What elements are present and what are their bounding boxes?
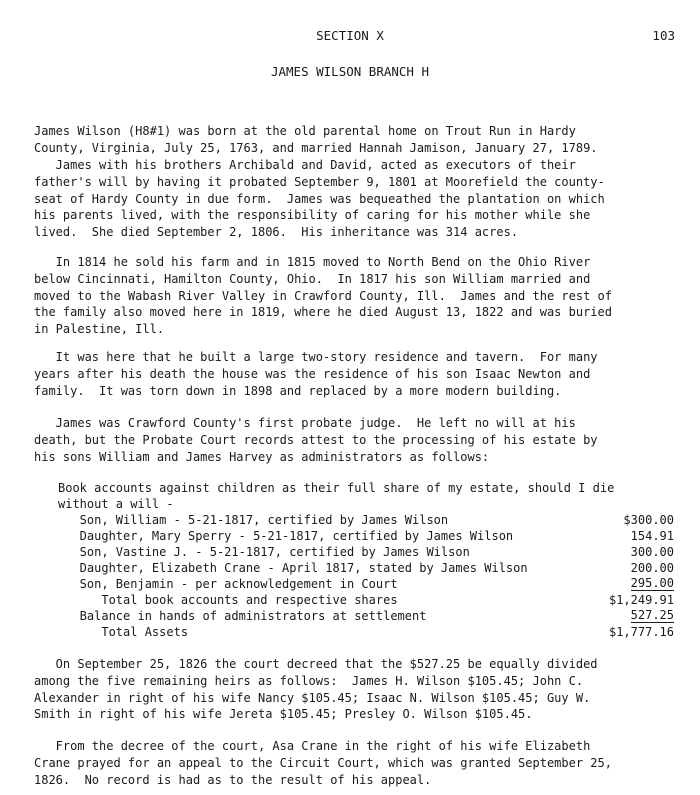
ledger-row — [58, 560, 674, 576]
ledger-row — [58, 544, 674, 560]
paragraph-birth: James Wilson (H8#1) was born at the old parental home on Trout Run in Hardy County, Virginia, July 25, 1763, and married Hannah Jamison, January 27, 1789. — [34, 124, 598, 155]
ledger-label: Son, Vastine J. - 5-21-1817, certified by James Wilson — [58, 545, 470, 559]
paragraph-executors: James with his brothers Archibald and David, acted as executors of their father's will by having it probated September 9, 1801 at Moorefield the county- seat of Hardy County in due form. James was bequeathed the plantation on which his parents lived, with the responsibility of caring for his mother while she lived. She died September 2, 1806. His inheritance was 314 acres. — [34, 158, 605, 240]
ledger-row — [58, 576, 674, 592]
ledger-row — [58, 608, 674, 624]
ledger-label: Son, Benjamin - per acknowledgement in Court — [58, 577, 398, 591]
paragraph-decree: On September 25, 1826 the court decreed that the $527.25 be equally divided among the five remaining heirs as follows: James H. Wilson $105.45; John C. Alexander in right of his wife Nancy $105.45; Isaac N. Wilson $105.45; Guy W. Smith in right of his wife Jereta $105.45; Presley O. Wilson $105.45. — [34, 657, 598, 722]
branch-title: JAMES WILSON BRANCH H — [270, 64, 430, 79]
ledger-amount: 295.00 — [630, 576, 674, 590]
paragraph-appeal: From the decree of the court, Asa Crane in the right of his wife Elizabeth Crane prayed for an appeal to the Circuit Court, which was granted September 25, 1826. No record is had as to the result of his appeal. — [34, 739, 612, 787]
ledger-label: Daughter, Mary Sperry - 5-21-1817, certified by James Wilson — [58, 529, 514, 543]
paragraph-tavern: It was here that he built a large two-story residence and tavern. For many years after his death the house was the residence of his son Isaac Newton and family. It was torn down in 1898 and replaced by a more modern building. — [34, 350, 598, 398]
estate-ledger — [58, 480, 674, 640]
page-number: 103 — [652, 28, 675, 43]
ledger-amount: 300.00 — [630, 545, 674, 559]
paragraph-move-west: In 1814 he sold his farm and in 1815 moved to North Bend on the Ohio River below Cincinnati, Hamilton County, Ohio. In 1817 his son William married and moved to the Wabash River Valley in Crawford County, Ill. James and the rest of the family also moved here in 1819, where he died August 13, 1822 and was buried in Palestine, Ill. — [34, 255, 612, 337]
ledger-amount: 200.00 — [630, 561, 674, 575]
ledger-label: Total book accounts and respective shares — [58, 593, 398, 607]
ledger-row — [58, 528, 674, 544]
ledger-amount: $1,777.16 — [608, 625, 674, 639]
ledger-amount: 527.25 — [630, 608, 674, 622]
ledger-row — [58, 512, 674, 528]
ledger-total-row — [58, 624, 674, 640]
ledger-label: Total Assets — [58, 625, 189, 639]
ledger-label: Son, William - 5-21-1817, certified by James Wilson — [58, 513, 449, 527]
ledger-subtotal-row — [58, 592, 674, 608]
ledger-intro: Book accounts against children as their full share of my estate, should I die without a will - — [58, 481, 615, 511]
paragraph-probate: James was Crawford County's first probate judge. He left no will at his death, but the Probate Court records attest to the processing of his estate by his sons William and James Harvey as administrators as follows: — [34, 416, 598, 464]
section-title: SECTION X — [316, 28, 384, 43]
ledger-amount: $300.00 — [623, 513, 674, 527]
ledger-amount: $1,249.91 — [608, 593, 674, 607]
ledger-label: Balance in hands of administrators at settlement — [58, 609, 427, 623]
ledger-amount: 154.91 — [630, 529, 674, 543]
ledger-label: Daughter, Elizabeth Crane - April 1817, stated by James Wilson — [58, 561, 528, 575]
